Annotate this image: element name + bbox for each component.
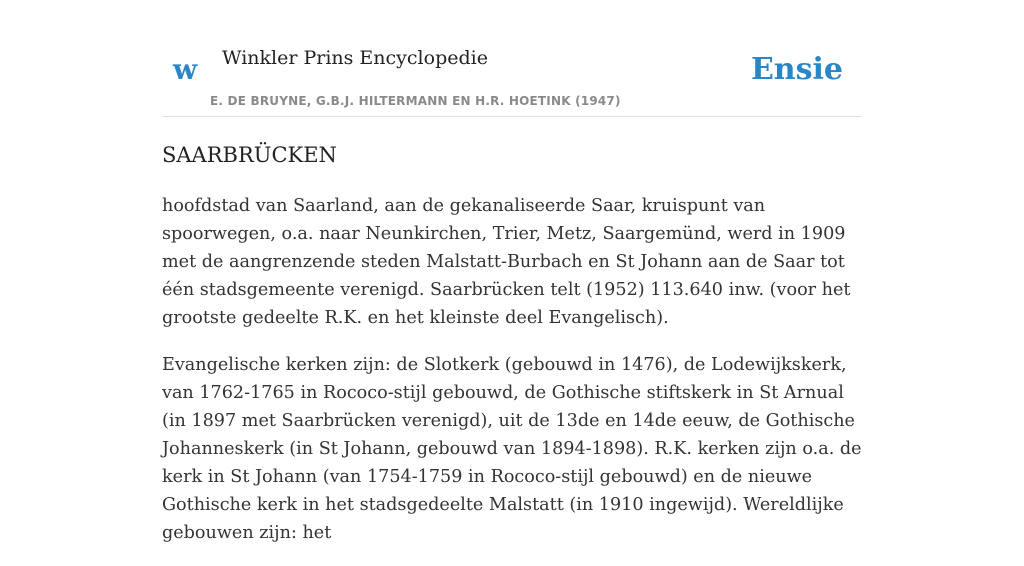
entry-content <box>162 192 862 566</box>
ensie-logo[interactable]: Ensie <box>750 52 843 87</box>
book-title-link[interactable]: Winkler Prins Encyclopedie <box>222 47 488 69</box>
authors-line: E. DE BRUYNE, G.B.J. HILTERMANN EN H.R. HOETINK (1947) <box>210 94 621 108</box>
winkler-prins-logo[interactable]: w <box>173 53 198 86</box>
entry-title: SAARBRÜCKEN <box>162 143 337 167</box>
entry-paragraph: hoofdstad van Saarland, aan de gekanaliseerde Saar, kruispunt van spoorwegen, o.a. naar Neunkirchen, Trier, Metz, Saargemünd, werd in 1909 met de aangrenzende steden Malstatt-Burbach en St Johann aan de Saar tot één stadsgemeente verenigd. Saarbrücken telt (1952) 113.640 inw. (voor het grootste gedeelte R.K. en het kleinste deel Evangelisch). <box>162 196 851 328</box>
header <box>162 0 862 117</box>
entry-paragraph: Evangelische kerken zijn: de Slotkerk (gebouwd in 1476), de Lodewijkskerk, van 1762-1765 in Rococo-stijl gebouwd, de Gothische stiftskerk in St Arnual (in 1897 met Saarbrücken verenigd), uit de 13de en 14de eeuw, de Gothische Johanneskerk (in St Johann, gebouwd van 1894-1898). R.K. kerken zijn o.a. de kerk in St Johann (van 1754-1759 in Rococo-stijl gebouwd) en de nieuwe Gothische kerk in het stadsgedeelte Malstatt (in 1910 ingewijd). Wereldlijke gebouwen zijn: het <box>162 355 862 543</box>
